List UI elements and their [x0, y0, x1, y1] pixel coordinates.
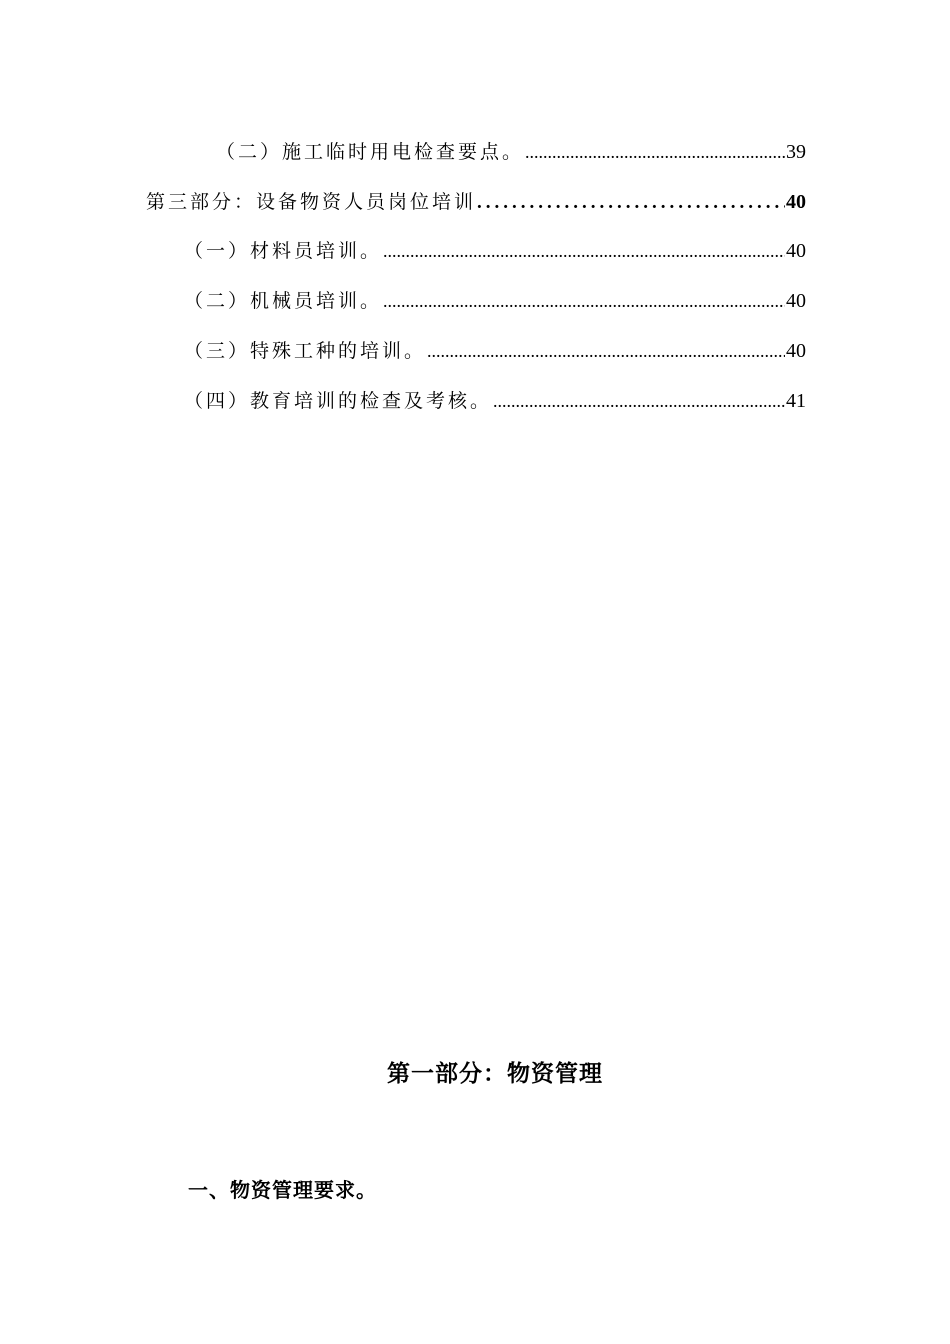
toc-entry	[184, 339, 806, 363]
toc-entry-page: 40	[786, 240, 806, 262]
part-title: 第一部分：物资管理	[387, 1060, 603, 1087]
toc-entry	[184, 389, 806, 413]
toc-entry-page: 40	[786, 290, 806, 312]
section-title: 一、物资管理要求。	[188, 1178, 377, 1202]
toc-leader-dots	[493, 389, 785, 413]
toc-entry-page: 40	[786, 191, 806, 213]
toc-entry-page: 39	[786, 141, 806, 163]
toc-entry-label: （二）施工临时用电检查要点。	[216, 141, 525, 163]
toc-leader-dots	[525, 140, 785, 164]
toc-entry-label: 第三部分：设备物资人员岗位培训	[146, 191, 477, 213]
toc-entry-label: （三）特殊工种的培训。	[184, 340, 427, 362]
toc-entry-label: （一）材料员培训。	[184, 240, 383, 262]
toc-entry-label: （二）机械员培训。	[184, 290, 383, 312]
toc-entry-label: （四）教育培训的检查及考核。	[184, 390, 493, 412]
toc-leader-dots	[427, 339, 785, 363]
toc-leader-dots	[383, 239, 785, 263]
toc-entry	[146, 190, 806, 215]
toc-entry	[216, 140, 806, 164]
toc-entry	[184, 239, 806, 263]
toc-entry-page: 40	[786, 340, 806, 362]
toc-entry-page: 41	[786, 390, 806, 412]
toc-leader-dots	[477, 191, 785, 215]
toc-leader-dots	[383, 289, 785, 313]
toc-entry	[184, 289, 806, 313]
